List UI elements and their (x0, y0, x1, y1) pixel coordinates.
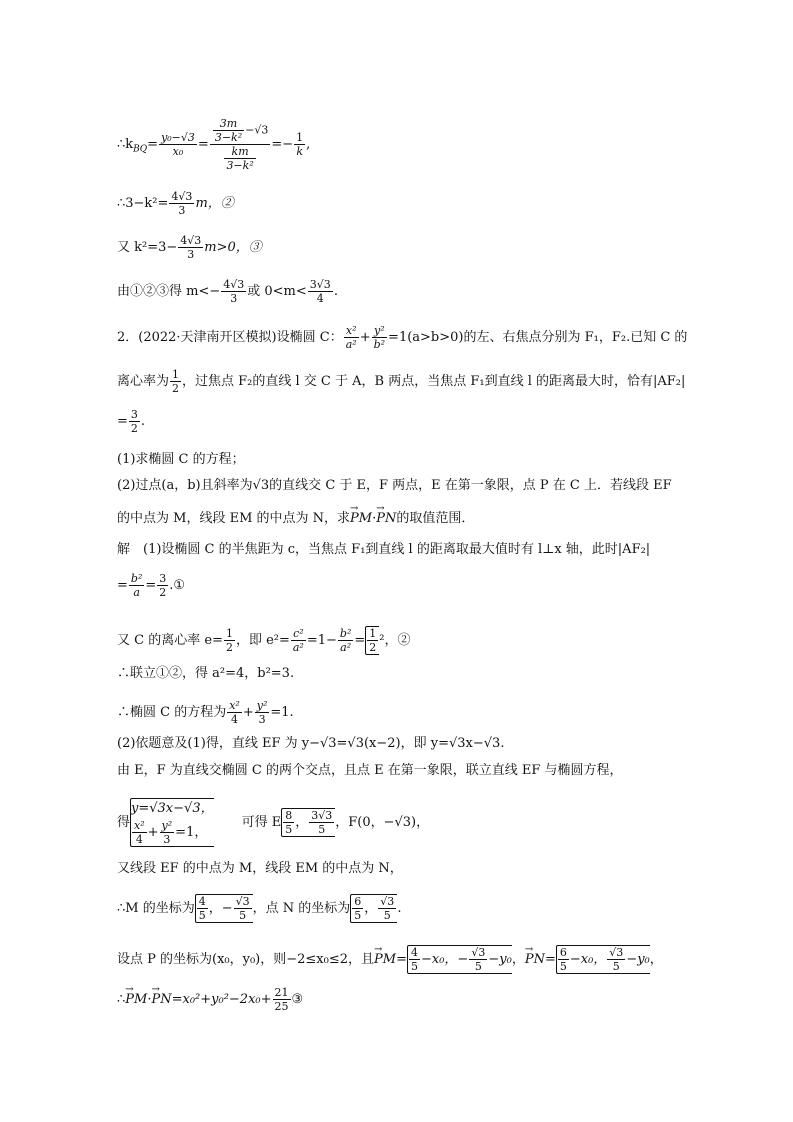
solution-7 (117, 762, 623, 780)
fraction (157, 572, 168, 599)
denominator: 3−k² (226, 159, 254, 172)
system-brace (130, 798, 214, 847)
text: 离心率为 (117, 374, 170, 389)
fraction (309, 809, 334, 836)
numerator: 3m (213, 117, 244, 131)
numerator: 3 (159, 572, 167, 585)
denominator: 4 (231, 713, 239, 726)
fraction (558, 946, 569, 973)
denominator: 2 (130, 422, 138, 435)
solution-8 (117, 798, 429, 847)
numerator: y² (256, 699, 268, 712)
denominator: a² (340, 641, 352, 654)
text: = (544, 952, 556, 967)
solution-2 (117, 572, 185, 599)
denominator: a (133, 586, 140, 599)
solution-3 (117, 626, 410, 655)
equation-3 (117, 234, 262, 261)
text: ， (649, 952, 663, 967)
denominator: 5 (354, 909, 362, 922)
compound-fraction (210, 117, 271, 172)
text: 2．(2022·天津南开区模拟)设椭圆 C： (117, 330, 343, 345)
fraction (255, 699, 270, 726)
numerator: 6 (559, 946, 567, 959)
solution-11 (117, 945, 663, 974)
fraction (372, 324, 387, 351)
fraction (273, 986, 291, 1013)
numerator: 1 (369, 627, 377, 640)
numerator: 4 (411, 946, 418, 959)
vector-pm: → PM (125, 991, 147, 1009)
fraction (338, 627, 353, 654)
fraction (607, 946, 625, 973)
text: ， (511, 952, 525, 967)
text: =1， (175, 825, 208, 840)
text: . (333, 284, 338, 299)
text: ∴k (117, 137, 134, 152)
denominator: x₀ (172, 145, 184, 158)
text: ∴椭圆 C 的方程为 (117, 705, 227, 720)
fraction (409, 946, 420, 973)
text: −x₀，− (421, 952, 469, 967)
numerator: √3 (380, 895, 395, 908)
equation-kbq (117, 117, 310, 172)
text: =1− (306, 633, 337, 648)
fraction (197, 895, 208, 922)
text: 由①②③得 m<− (117, 284, 221, 299)
numerator: 4 (198, 895, 206, 908)
text: = (145, 578, 157, 593)
text: ∴M 的坐标为 (117, 901, 195, 916)
text: (2)过点(a，b)且斜率为√3的直线交 C 于 E，F 两点，E 在第一象限，点 P 在 C 上．若线段 EF (117, 478, 672, 493)
fraction (224, 627, 235, 654)
denominator: 3 (258, 713, 266, 726)
fraction (132, 819, 147, 846)
text: + (359, 330, 371, 345)
text: · (372, 511, 377, 526)
subscript: BQ (133, 144, 148, 155)
denominator: 3−k² (214, 131, 243, 144)
denominator: k (296, 145, 303, 158)
solution-9 (117, 860, 403, 878)
text: 又 C 的离心率 e= (117, 633, 223, 648)
text: (2)依题意及(1)得，直线 EF 为 y−√3=√3(x−2)，即 y=√3x−√3. (117, 736, 505, 751)
denominator: 5 (474, 960, 482, 973)
numerator: 8 (285, 809, 293, 822)
denominator: 2 (159, 586, 167, 599)
numerator: 3√3 (311, 809, 333, 822)
text: ，F(0，−√3)， (335, 815, 430, 830)
text: −√3 (245, 123, 269, 137)
fraction (291, 627, 306, 654)
denominator: 5 (318, 823, 326, 836)
equation-system (131, 799, 214, 846)
fraction (344, 324, 359, 351)
fraction (178, 234, 203, 261)
text: ²，② (379, 633, 411, 648)
text: −y₀ (626, 952, 650, 967)
fraction (170, 368, 181, 395)
text: ③ (291, 992, 304, 1007)
fraction (129, 572, 144, 599)
numerator: 1 (296, 131, 304, 144)
question-2-cont (117, 510, 474, 528)
denominator: 3 (230, 292, 238, 305)
numerator: 4√3 (223, 278, 245, 291)
denominator: 2 (172, 382, 180, 395)
text: ， (364, 901, 378, 916)
system-eq-2 (131, 819, 214, 846)
denominator: 5 (239, 909, 247, 922)
fraction (294, 131, 305, 158)
text: ，过焦点 F₂的直线 l 交 C 于 A，B 两点，当焦点 F₁到直线 l 的距离最大时，恰有|AF₂| (182, 374, 686, 389)
fraction (469, 946, 487, 973)
text: ，− (208, 901, 233, 916)
numerator: b² (339, 627, 352, 640)
numerator: √3 (609, 946, 624, 959)
text: 又 k²=3− (117, 240, 178, 255)
text: 解 (1)设椭圆 C 的半焦距为 c，当焦点 F₁到直线 l 的距离取最大值时有 l⊥x 轴，此时|AF₂| (117, 542, 651, 557)
denominator: 5 (198, 909, 206, 922)
text: =x₀²+y₀²−2x₀+ (171, 992, 272, 1007)
text: (1)求椭圆 C 的方程； (117, 452, 245, 467)
denominator: 5 (411, 960, 418, 973)
text: + (147, 825, 159, 840)
text: 或 0<m< (247, 284, 307, 299)
denominator: 5 (612, 960, 620, 973)
text: = (117, 578, 128, 593)
numerator: 1 (172, 368, 180, 381)
denominator: 2 (369, 641, 377, 654)
bracket (407, 945, 512, 974)
solution-12 (117, 986, 303, 1013)
fraction (234, 895, 252, 922)
text: −x₀， (569, 952, 607, 967)
fraction (159, 131, 197, 158)
vector-pm: → PM (374, 951, 396, 969)
denominator: 5 (285, 823, 293, 836)
vector-pn: → PN (376, 510, 396, 528)
text: .① (169, 578, 186, 593)
denominator: b² (373, 338, 386, 351)
denominator: 3 (187, 248, 195, 261)
text: , (306, 137, 311, 152)
equation-4 (117, 278, 338, 305)
numerator: km (224, 145, 255, 159)
fraction (224, 145, 255, 172)
text: −y₀ (488, 952, 512, 967)
solution-1 (117, 541, 650, 559)
solution-10 (117, 894, 401, 923)
text: = (147, 137, 159, 152)
text: · (147, 992, 152, 1007)
bracket (365, 626, 379, 655)
denominator: a² (345, 338, 357, 351)
vector-pn: → PN (151, 991, 171, 1009)
numerator: x² (344, 324, 359, 338)
text: + (242, 705, 254, 720)
bracket (350, 894, 397, 923)
problem-2-line-2 (117, 368, 685, 395)
text: ，即 e²= (235, 633, 290, 648)
denominator: 5 (559, 960, 567, 973)
numerator: 6 (354, 895, 362, 908)
text: = (117, 414, 128, 429)
denominator: 5 (383, 909, 391, 922)
equation-2 (117, 190, 234, 217)
text: 又线段 EF 的中点为 M，线段 EM 的中点为 N， (117, 861, 403, 876)
bracket (556, 945, 650, 974)
numerator: x² (134, 819, 145, 832)
problem-2-line-3 (117, 408, 145, 435)
text: =− (271, 137, 294, 152)
fraction (160, 819, 175, 846)
text: 得 (117, 815, 131, 830)
fraction (367, 627, 378, 654)
denominator: 4 (135, 833, 143, 846)
numerator: 3√3 (309, 278, 331, 291)
numerator: y² (372, 324, 387, 338)
solution-4 (117, 665, 294, 683)
denominator (210, 145, 271, 172)
text: . (397, 901, 402, 916)
numerator (210, 117, 271, 145)
solution-6 (117, 735, 504, 753)
text: ∴3−k²= (117, 196, 169, 211)
text: =1(a>b>0)的左、右焦点分别为 F₁，F₂.已知 C 的 (388, 330, 688, 345)
text: = (197, 137, 209, 152)
text: = (354, 633, 366, 648)
denominator: 2 (225, 641, 233, 654)
numerator: 21 (274, 986, 289, 999)
numerator: 4√3 (171, 190, 193, 203)
text: =1. (270, 705, 294, 720)
text: ， (295, 815, 309, 830)
denominator: 25 (274, 1000, 289, 1013)
numerator: 3 (130, 408, 138, 421)
numerator: y² (161, 819, 173, 832)
fraction (221, 278, 246, 305)
fraction (352, 895, 363, 922)
text: 可得 E (241, 815, 282, 830)
numerator: √3 (235, 895, 250, 908)
text: 由 E，F 为直线交椭圆 C 的两个交点，且点 E 在第一象限，联立直线 EF 与椭圆方程， (117, 763, 623, 778)
numerator: √3 (471, 946, 486, 959)
text: ，点 N 的坐标为 (252, 901, 351, 916)
text: m，② (195, 196, 234, 211)
text: = (396, 952, 407, 967)
system-eq-1: y=√3x−√3， (131, 801, 214, 816)
question-1 (117, 451, 245, 469)
solution-5 (117, 699, 294, 726)
text: 设点 P 的坐标为(x₀，y₀)，则−2≤x₀≤2，且 (117, 952, 375, 967)
fraction (227, 699, 242, 726)
numerator: x² (229, 699, 240, 712)
fraction (283, 809, 294, 836)
fraction (129, 408, 140, 435)
denominator: 3 (178, 204, 186, 217)
vector-pm: → PM (350, 510, 372, 528)
text: . (140, 414, 146, 429)
text: 的中点为 M，线段 EM 的中点为 N，求 (117, 511, 351, 526)
numerator: y₀−√3 (161, 131, 195, 144)
text: ∴ (117, 992, 126, 1007)
bracket (281, 808, 335, 837)
problem-2-line-1 (117, 324, 687, 351)
fraction (378, 895, 396, 922)
numerator: 1 (225, 627, 233, 640)
bracket (195, 894, 253, 923)
fraction (169, 190, 194, 217)
denominator: 4 (316, 292, 324, 305)
text: 的取值范围． (396, 511, 475, 526)
vector-pn: → PN (525, 951, 545, 969)
fraction (213, 117, 244, 144)
numerator: c² (291, 627, 306, 641)
text: ∴联立①②，得 a²=4，b²=3. (117, 666, 295, 681)
text: m>0，③ (204, 240, 262, 255)
question-2 (117, 477, 672, 495)
fraction (308, 278, 333, 305)
denominator: 3 (163, 833, 171, 846)
denominator: a² (292, 641, 304, 654)
numerator: b² (130, 572, 143, 585)
numerator: 4√3 (180, 234, 202, 247)
